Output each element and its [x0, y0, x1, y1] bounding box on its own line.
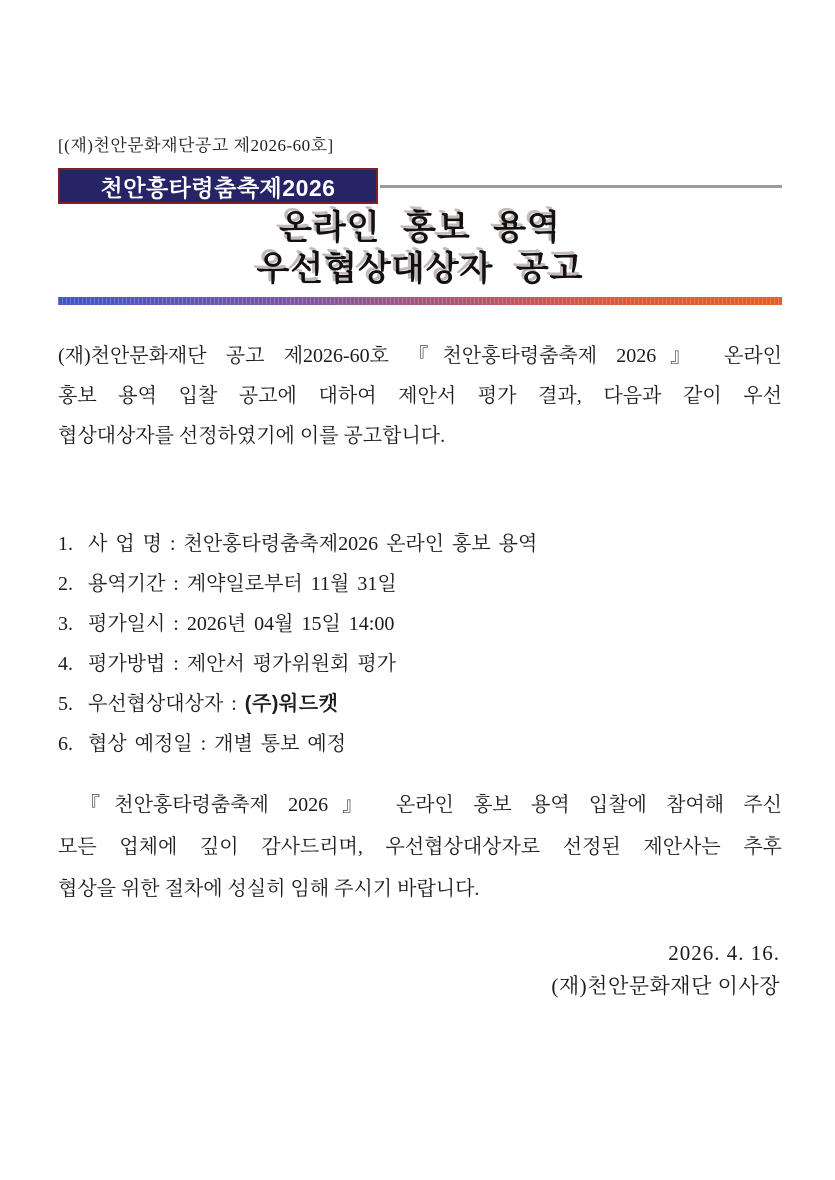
festival-banner-label: 천안흥타령춤축제2026 [100, 174, 336, 201]
closing-line: 『천안홍타령춤축제 2026』 온라인 홍보 용역 입찰에 참여해 주신 [80, 794, 782, 816]
document-title-line1: 온라인 홍보 용역 [279, 209, 561, 247]
item-text: 우선협상대상자 : [88, 693, 245, 715]
festival-banner [58, 168, 378, 204]
intro-line: 홍보 용역 입찰 공고에 대하여 제안서 평가 결과, 다음과 같이 우선 [58, 385, 782, 407]
list-item-evaluation-method [58, 644, 782, 684]
item-number: 2. [58, 573, 73, 595]
announcement-date: 2026. 4. 16. [668, 941, 780, 965]
list-item-negotiation-date [58, 724, 782, 764]
intro-line: 협상대상자를 선정하였기에 이를 공고합니다. [58, 425, 446, 447]
gradient-accent-bar [58, 297, 782, 305]
preferred-bidder-name: (주)워드캣 [244, 693, 339, 715]
item-number: 5. [58, 693, 73, 715]
item-number: 6. [58, 733, 73, 755]
signature-block [58, 937, 782, 1003]
item-text: 사 업 명 : 천안홍타령춤축제2026 온라인 홍보 용역 [88, 533, 538, 555]
item-number: 1. [58, 533, 73, 555]
intro-paragraph [58, 336, 782, 456]
item-number: 3. [58, 613, 73, 635]
closing-line: 협상을 위한 절차에 성실히 임해 주시기 바랍니다. [58, 878, 480, 900]
document-title-line2: 우선협상대상자 공고 [256, 250, 584, 288]
item-text: 평가일시 : 2026년 04월 15일 14:00 [88, 613, 395, 635]
item-text: 협상 예정일 : 개별 통보 예정 [88, 733, 347, 755]
list-item-project-name [58, 524, 782, 564]
item-text: 평가방법 : 제안서 평가위원회 평가 [88, 653, 397, 675]
document-title [58, 208, 782, 290]
signer-title: (재)천안문화재단 이사장 [551, 974, 780, 998]
list-item-preferred-bidder [58, 684, 782, 724]
item-number: 4. [58, 653, 73, 675]
header-divider-line [380, 185, 782, 188]
detail-list [58, 524, 782, 764]
list-item-service-period [58, 564, 782, 604]
intro-line: (재)천안문화재단 공고 제2026-60호 『천안홍타령춤축제 2026』 온라인 [58, 345, 782, 367]
item-text: 용역기간 : 계약일로부터 11월 31일 [88, 573, 397, 595]
header-row [58, 168, 782, 204]
closing-paragraph [58, 784, 782, 910]
notice-number: [(재)천안문화재단공고 제2026-60호] [58, 136, 334, 155]
closing-line: 모든 업체에 깊이 감사드리며, 우선협상대상자로 선정된 제안사는 추후 [58, 836, 782, 858]
list-item-evaluation-date [58, 604, 782, 644]
